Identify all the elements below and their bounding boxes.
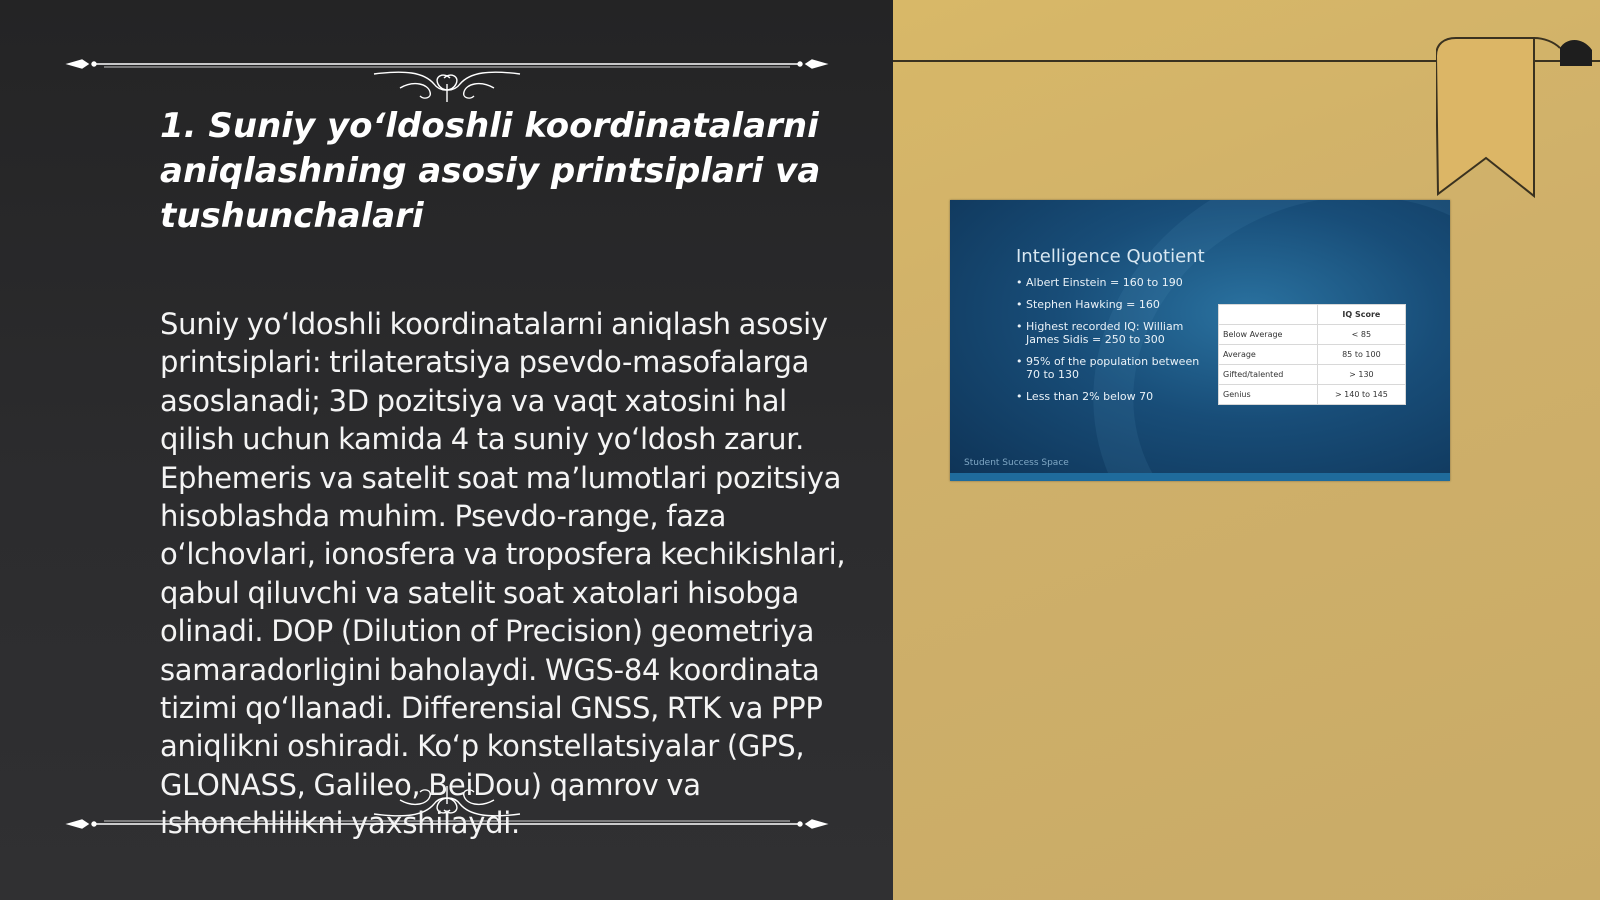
embedded-slide-bottom-bar [950,473,1450,481]
table-header-cell: IQ Score [1317,305,1405,325]
table-cell: Genius [1219,385,1318,405]
table-cell: > 140 to 145 [1317,385,1405,405]
embedded-bullet: • Albert Einstein = 160 to 190 [1016,276,1206,289]
table-cell: Gifted/talented [1219,365,1318,385]
table-row [1219,385,1406,405]
table-header-row [1219,305,1406,325]
top-ornament-divider [64,44,830,104]
table-row [1219,365,1406,385]
table-cell: > 130 [1317,365,1405,385]
iq-score-table [1218,304,1406,405]
embedded-bullet: • Stephen Hawking = 160 [1016,298,1206,311]
embedded-slide-title: Intelligence Quotient [1016,246,1205,267]
slide-title: 1. Suniy yo‘ldoshli koordinatalarni aniqlashning asosiy printsiplari va tushunchalari [160,106,821,236]
table-cell: < 85 [1317,325,1405,345]
slide-body-text: Suniy yo‘ldoshli koordinatalarni aniqlash asosiy printsiplari: trilateratsiya psevdo-masofalarga asoslanadi; 3D pozitsiya va vaqt xatosini hal qilish uchun kamida 4 ta suniy yo‘ldosh zarur. Ephemeris va satelit soat ma’lumotlari pozitsiya hisoblashda muhim. Psevdo-range, faza o‘lchovlari, ionosfera va troposfera kechikishlari, qabul qiluvchi va satelit soat xatolari hisobga olinadi. DOP (Dilution of Precision) geometriya samaradorligini baholaydi. WGS-84 koordinata tizimi qo‘llanadi. Differensial GNSS, RTK va PPP aniqlikni oshiradi. Ko‘p konstellatsiyalar (GPS, GLONASS, Galileo, BeiDou) qamrov va ishonchlilikni yaxshilaydi. [160,307,846,841]
embedded-bullet: • 95% of the population between 70 to 130 [1016,355,1206,381]
embedded-bullet: • Less than 2% below 70 [1016,390,1206,403]
embedded-slide-bullets [1016,276,1206,412]
embedded-bullet: • Highest recorded IQ: William James Sidis = 250 to 300 [1016,320,1206,346]
table-header-cell [1219,305,1318,325]
table-row [1219,345,1406,365]
table-cell: 85 to 100 [1317,345,1405,365]
embedded-slide-image [950,200,1450,481]
table-cell: Below Average [1219,325,1318,345]
embedded-slide-footer: Student Success Space [964,458,1069,468]
table-cell: Average [1219,345,1318,365]
table-row [1219,325,1406,345]
bookmark-ribbon [1436,36,1596,200]
